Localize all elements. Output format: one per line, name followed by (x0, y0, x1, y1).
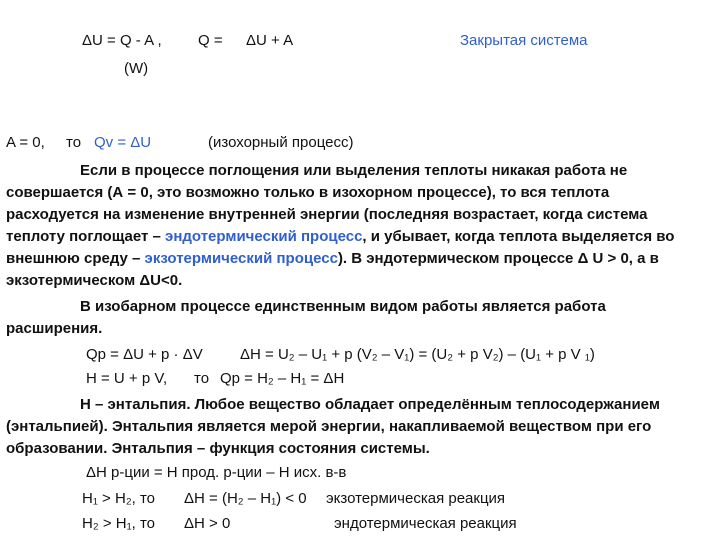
paragraph-3-line-3: образовании. Энтальпия – функция состояния системы. (6, 440, 430, 457)
paragraph-1-line-4 (6, 226, 674, 248)
reaction-enthalpy-equation: ΔH р-ции = H прод. р-ции – H исх. в-в (86, 464, 347, 481)
paragraph-1-line-5-start: внешнюю среду – (6, 250, 145, 267)
case-1-label: экзотермическая реакция (326, 490, 506, 507)
paragraph-1-line-5 (6, 248, 659, 270)
paragraph-1-line-4-end: , и убывает, когда теплота выделяется во (362, 228, 675, 245)
isochoric-heat-equation: Qv = ΔU (94, 134, 152, 151)
closed-system-label: Закрытая система (460, 32, 588, 49)
then-word: то (66, 134, 82, 151)
then-word-2: то (194, 370, 210, 387)
paragraph-2-line-1: В изобарном процессе единственным видом работы является работа (80, 298, 606, 315)
paragraph-1-line-4-start: теплоту поглощает – (6, 228, 166, 245)
case-2-label: эндотермическая реакция (334, 515, 517, 532)
work-symbol-note: (W) (124, 60, 149, 77)
work-zero-condition: A = 0, (6, 134, 45, 151)
case-2-result: ΔH > 0 (184, 515, 231, 532)
paragraph-1-line-1: Если в процессе поглощения или выделения теплоты никакая работа не (80, 162, 628, 179)
endothermic-process-term: эндотермический процесс (165, 228, 363, 245)
paragraph-1-line-2: совершается (А = 0, это возможно только в изохорном процессе), то вся теплота (6, 184, 610, 201)
internal-energy-equation: ΔU = Q - A , (82, 32, 162, 49)
isochoric-process-label: (изохорный процесс) (208, 134, 354, 151)
case-2-condition: H₂ > H₁, то (82, 515, 156, 532)
enthalpy-definition: H = U + p V, (86, 370, 168, 387)
exothermic-process-term: экзотермический процесс (144, 250, 338, 267)
case-1-condition: H₁ > H₂, то (82, 490, 156, 507)
paragraph-1-line-6: экзотермическом ΔU<0. (6, 272, 183, 289)
paragraph-1-line-5-end: ). В эндотермическом процессе Δ U > 0, а в (337, 250, 659, 267)
heat-equation-rhs: ΔU + A (246, 32, 294, 49)
isobaric-enthalpy-equation: Qp = H₂ – H₁ = ΔH (220, 370, 345, 387)
enthalpy-derivation-equation: ΔH = U₂ – U₁ + p (V₂ – V₁) = (U₂ + p V₂) – (U₁ + p V ₁) (240, 346, 595, 363)
heat-equation-lhs: Q = (198, 32, 223, 49)
paragraph-3-line-2: (энтальпией). Энтальпия является мерой энергии, накапливаемой веществом при его (6, 418, 652, 435)
paragraph-2-line-2: расширения. (6, 320, 103, 337)
paragraph-1-line-3: расходуется на изменение внутренней энергии (последняя возрастает, когда система (6, 206, 648, 223)
paragraph-3-line-1: H – энтальпия. Любое вещество обладает определённым теплосодержанием (80, 396, 660, 413)
isobaric-heat-equation: Qp = ΔU + p · ΔV (86, 346, 203, 363)
case-1-result: ΔH = (H₂ – H₁) < 0 (184, 490, 307, 507)
